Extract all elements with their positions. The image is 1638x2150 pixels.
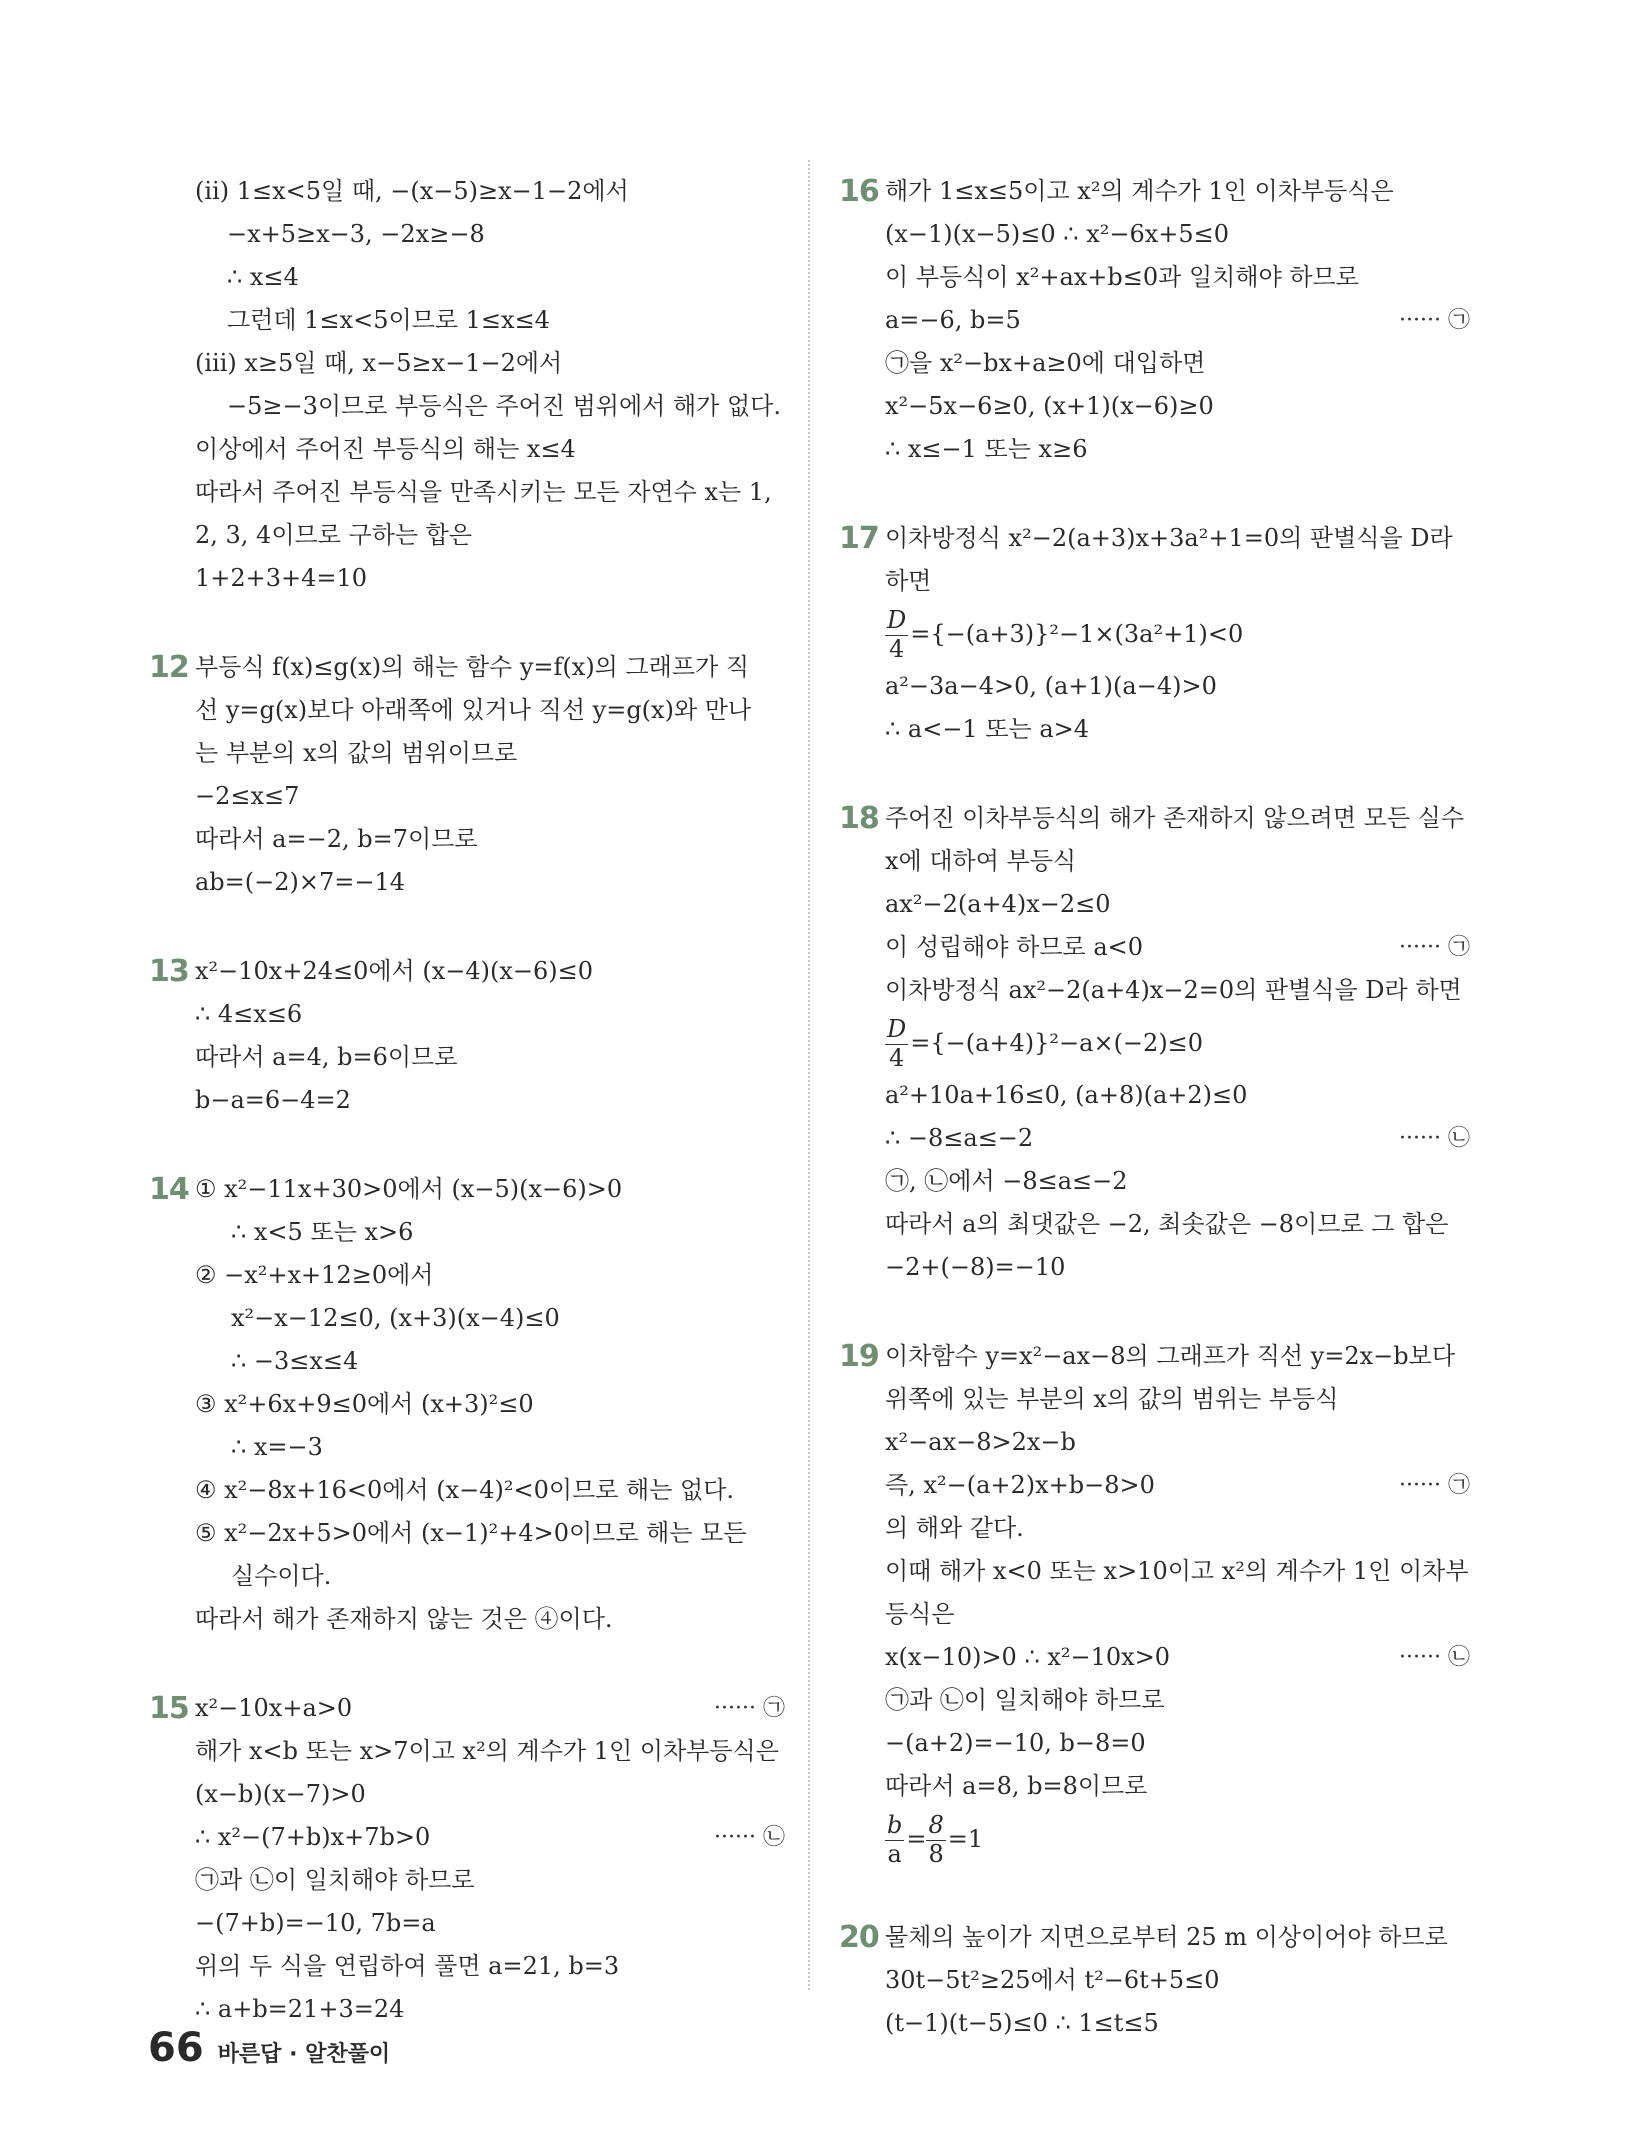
text-line: 주어진 이차부등식의 해가 존재하지 않으려면 모든 실수 <box>885 804 1465 832</box>
fraction <box>926 1812 945 1868</box>
text-line: ② −x²+x+12≥0에서 <box>195 1261 434 1289</box>
problem-11-continuation <box>195 170 785 600</box>
fraction <box>885 1812 904 1868</box>
problem-number: 15 <box>149 1691 189 1726</box>
equation-marker: ······ ㉡ <box>1399 1645 1470 1670</box>
problem-number: 19 <box>839 1339 879 1374</box>
problem-number: 16 <box>839 174 879 209</box>
left-column <box>149 170 785 2031</box>
equation-marker: ······ ㉠ <box>1399 308 1470 333</box>
text-line: ∴ x²−(7+b)x+7b>0 <box>195 1823 431 1851</box>
text-line: 따라서 주어진 부등식을 만족시키는 모든 자연수 x는 1, <box>195 478 772 506</box>
problem-number: 17 <box>839 521 879 556</box>
problem-12 <box>149 646 785 904</box>
text-line: 이 성립해야 하므로 a<0 <box>885 933 1144 961</box>
text-line: 부등식 f(x)≤g(x)의 해는 함수 y=f(x)의 그래프가 직 <box>195 653 750 681</box>
fraction-numerator: b <box>887 1811 903 1840</box>
text-line: 등식은 <box>885 1600 955 1628</box>
fraction-numerator: D <box>887 1015 907 1044</box>
text-line: 이차방정식 x²−2(a+3)x+3a²+1=0의 판별식을 D라 <box>885 524 1453 552</box>
page-number: 66 <box>148 2025 204 2071</box>
text-line: 30t−5t²≥25에서 t²−6t+5≤0 <box>885 1966 1220 1994</box>
text-line: ∴ x=−3 <box>231 1433 323 1461</box>
fraction-denominator: a <box>887 1840 902 1868</box>
text-line: ∴ −8≤a≤−2 <box>885 1124 1034 1152</box>
text-line: a²−3a−4>0, (a+1)(a−4)>0 <box>885 672 1217 700</box>
equals-sign: = <box>906 1825 927 1853</box>
text-line: (x−b)(x−7)>0 <box>195 1780 366 1808</box>
text-line: x에 대하여 부등식 <box>885 847 1077 875</box>
problem-17 <box>839 517 1470 751</box>
text-line: ={−(a+4)}²−a×(−2)≤0 <box>910 1029 1204 1057</box>
text-line: 따라서 해가 존재하지 않는 것은 ④이다. <box>195 1605 613 1633</box>
column-divider <box>808 160 810 1990</box>
problem-number: 14 <box>149 1172 189 1207</box>
text-line: x²−10x+24≤0에서 (x−4)(x−6)≤0 <box>195 957 594 985</box>
text-line: ∴ a+b=21+3=24 <box>195 1995 405 2023</box>
text-line: (x−1)(x−5)≤0 ∴ x²−6x+5≤0 <box>885 220 1230 248</box>
text-line: 그런데 1≤x<5이므로 1≤x≤4 <box>227 306 550 334</box>
text-line: ① x²−11x+30>0에서 (x−5)(x−6)>0 <box>195 1175 623 1203</box>
text-line: ⑤ x²−2x+5>0에서 (x−1)²+4>0이므로 해는 모든 <box>195 1519 747 1547</box>
equation-marker: ······ ㉡ <box>714 1825 785 1850</box>
text-line: ㉠, ㉡에서 −8≤a≤−2 <box>885 1167 1128 1195</box>
text-line: ㉠과 ㉡이 일치해야 하므로 <box>195 1866 475 1894</box>
right-column <box>839 170 1470 2045</box>
text-line: (ⅱ) 1≤x<5일 때, −(x−5)≥x−1−2에서 <box>195 177 629 205</box>
text-line: ㉠과 ㉡이 일치해야 하므로 <box>885 1686 1165 1714</box>
book-section-title: 바른답 · 알찬풀이 <box>217 2042 391 2067</box>
problem-15 <box>149 1687 785 2031</box>
text-line: 따라서 a=4, b=6이므로 <box>195 1043 458 1071</box>
equation-marker: ······ ㉠ <box>1399 1473 1470 1498</box>
text-line: x²−x−12≤0, (x+3)(x−4)≤0 <box>231 1304 560 1332</box>
text-line: −5≥−3이므로 부등식은 주어진 범위에서 해가 없다. <box>227 392 781 420</box>
text-line: 따라서 a=−2, b=7이므로 <box>195 825 478 853</box>
text-line: ③ x²+6x+9≤0에서 (x+3)²≤0 <box>195 1390 534 1418</box>
fraction-numerator: 8 <box>928 1811 944 1840</box>
text-line: −(a+2)=−10, b−8=0 <box>885 1729 1146 1757</box>
text-line: (ⅲ) x≥5일 때, x−5≥x−1−2에서 <box>195 349 563 377</box>
fraction <box>885 607 908 663</box>
text-line: ∴ x≤−1 또는 x≥6 <box>885 435 1088 463</box>
problem-number: 12 <box>149 650 189 685</box>
text-line: 는 부분의 x의 값의 범위이므로 <box>195 739 518 767</box>
fraction-denominator: 8 <box>928 1840 944 1868</box>
text-line: ∴ 4≤x≤6 <box>195 1000 303 1028</box>
text-line: x²−ax−8>2x−b <box>885 1428 1076 1456</box>
problem-number: 18 <box>839 801 879 836</box>
text-line: 따라서 a의 최댓값은 −2, 최솟값은 −8이므로 그 합은 <box>885 1210 1449 1238</box>
text-line: 위의 두 식을 연립하여 풀면 a=21, b=3 <box>195 1952 620 1980</box>
text-line: 해가 1≤x≤5이고 x²의 계수가 1인 이차부등식은 <box>885 177 1394 205</box>
problem-20 <box>839 1916 1470 2045</box>
problem-16 <box>839 170 1470 471</box>
text-line: ∴ a<−1 또는 a>4 <box>885 715 1090 743</box>
text-line: 하면 <box>885 567 932 595</box>
text-line: =1 <box>947 1825 984 1853</box>
equation-marker: ······ ㉠ <box>1399 935 1470 960</box>
text-line: (t−1)(t−5)≤0 ∴ 1≤t≤5 <box>885 2009 1159 2037</box>
equation-marker: ······ ㉠ <box>714 1696 785 1721</box>
problem-13 <box>149 950 785 1122</box>
text-line: x(x−10)>0 ∴ x²−10x>0 <box>885 1643 1171 1671</box>
problem-18 <box>839 797 1470 1289</box>
text-line: x²−10x+a>0 <box>195 1694 353 1722</box>
text-line: ax²−2(a+4)x−2≤0 <box>885 890 1111 918</box>
text-line: ab=(−2)×7=−14 <box>195 868 406 896</box>
text-line: ∴ x≤4 <box>227 263 299 291</box>
text-line: 의 해와 같다. <box>885 1514 1024 1542</box>
text-line: 이상에서 주어진 부등식의 해는 x≤4 <box>195 435 576 463</box>
text-line: 선 y=g(x)보다 아래쪽에 있거나 직선 y=g(x)와 만나 <box>195 696 752 724</box>
text-line: 2, 3, 4이므로 구하는 합은 <box>195 521 473 549</box>
text-line: 이차방정식 ax²−2(a+4)x−2=0의 판별식을 D라 하면 <box>885 976 1462 1004</box>
problem-number: 13 <box>149 954 189 989</box>
text-line: 실수이다. <box>231 1562 332 1590</box>
text-line: 즉, x²−(a+2)x+b−8>0 <box>885 1471 1155 1499</box>
text-line: ={−(a+3)}²−1×(3a²+1)<0 <box>910 620 1244 648</box>
text-line: −x+5≥x−3, −2x≥−8 <box>227 220 485 248</box>
page-footer <box>148 2025 390 2075</box>
fraction-numerator: D <box>887 606 907 635</box>
text-line: −2+(−8)=−10 <box>885 1253 1066 1281</box>
text-line: a=−6, b=5 <box>885 306 1021 334</box>
text-line: x²−5x−6≥0, (x+1)(x−6)≥0 <box>885 392 1214 420</box>
fraction <box>885 1016 908 1072</box>
fraction-denominator: 4 <box>888 635 905 663</box>
text-line: −2≤x≤7 <box>195 782 300 810</box>
problem-14 <box>149 1168 785 1641</box>
text-line: 위쪽에 있는 부분의 x의 값의 범위는 부등식 <box>885 1385 1339 1413</box>
text-line: ∴ x<5 또는 x>6 <box>231 1218 414 1246</box>
text-line: ④ x²−8x+16<0에서 (x−4)²<0이므로 해는 없다. <box>195 1476 735 1504</box>
fraction-denominator: 4 <box>888 1044 905 1072</box>
text-line: 이차함수 y=x²−ax−8의 그래프가 직선 y=2x−b보다 <box>885 1342 1456 1370</box>
equation-marker: ······ ㉡ <box>1399 1126 1470 1151</box>
text-line: ∴ −3≤x≤4 <box>231 1347 359 1375</box>
text-line: 해가 x<b 또는 x>7이고 x²의 계수가 1인 이차부등식은 <box>195 1737 779 1765</box>
text-line: 물체의 높이가 지면으로부터 25 m 이상이어야 하므로 <box>885 1923 1448 1951</box>
problem-19 <box>839 1335 1470 1870</box>
text-line: ㉠을 x²−bx+a≥0에 대입하면 <box>885 349 1206 377</box>
problem-number: 20 <box>839 1920 879 1955</box>
text-line: b−a=6−4=2 <box>195 1086 351 1114</box>
text-line: 따라서 a=8, b=8이므로 <box>885 1772 1148 1800</box>
text-line: −(7+b)=−10, 7b=a <box>195 1909 436 1937</box>
text-line: a²+10a+16≤0, (a+8)(a+2)≤0 <box>885 1081 1248 1109</box>
text-line: 이때 해가 x<0 또는 x>10이고 x²의 계수가 1인 이차부 <box>885 1557 1469 1585</box>
text-line: 이 부등식이 x²+ax+b≤0과 일치해야 하므로 <box>885 263 1359 291</box>
text-line: 1+2+3+4=10 <box>195 564 368 592</box>
